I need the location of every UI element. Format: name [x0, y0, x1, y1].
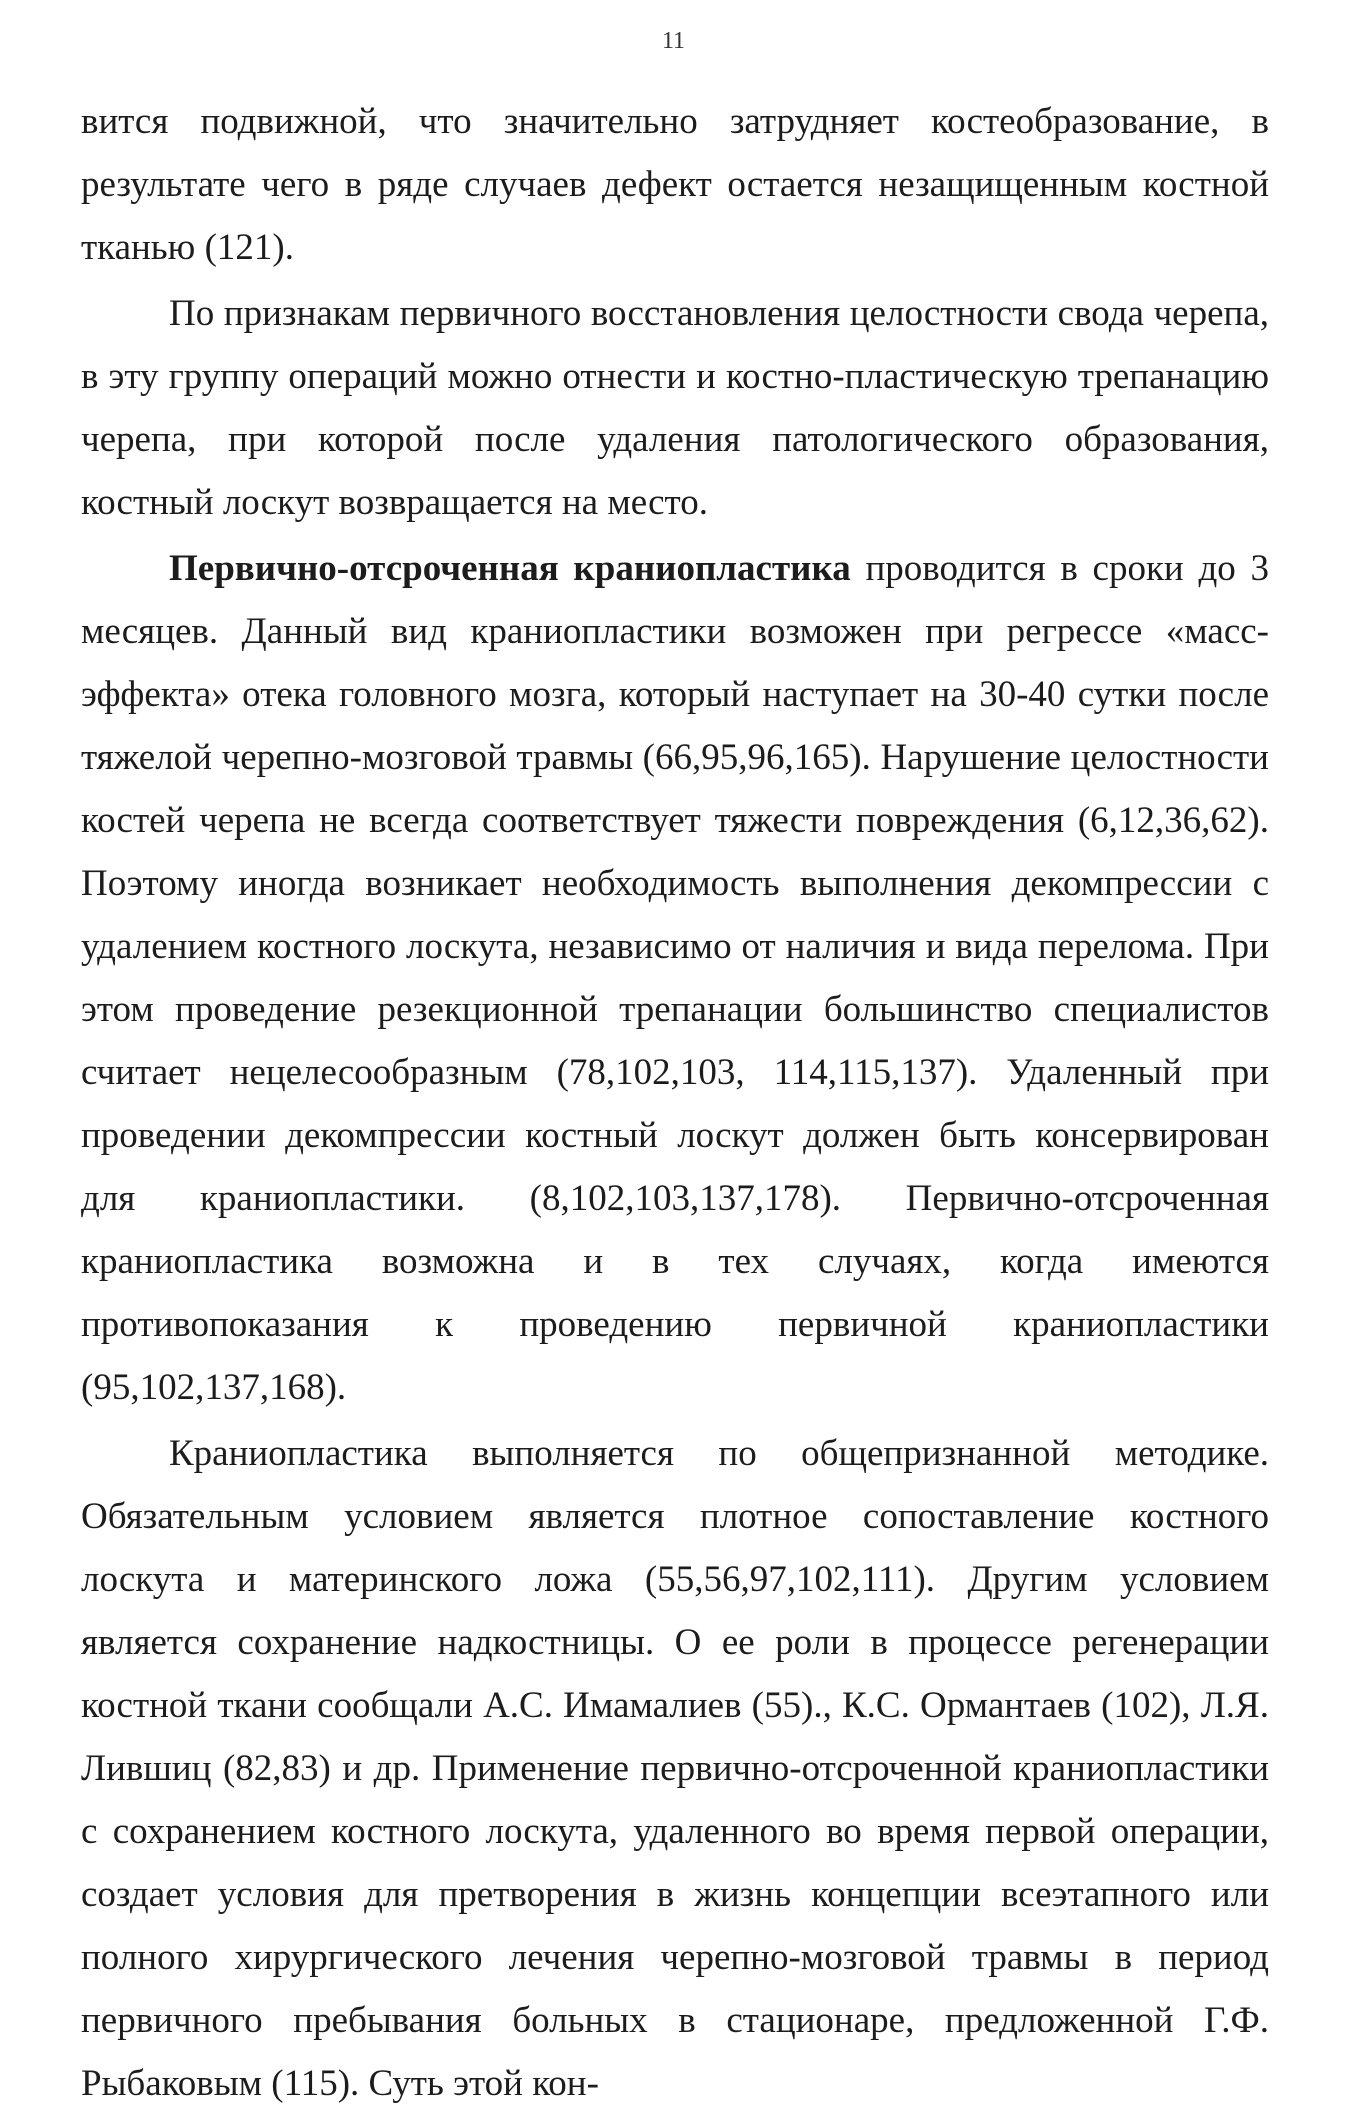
- paragraph-continuation: [81, 90, 1269, 279]
- paragraph-restoration: [81, 282, 1269, 534]
- paragraph-text: проводится в сроки до 3 месяцев. Данный вид краниопластики возможен при регрессе «масс-эффекта» отека головного мозга, который наступает на 30-40 сутки после тяжелой черепно-мозговой травмы (66,95,96,165). Нарушение целостности костей черепа не всегда соответствует тяжести повреждения (6,12,36,62). Поэтому иногда возникает необходимость выполнения декомпрессии с удалением костного лоскута, независимо от наличия и вида перелома. При этом проведение резекционной трепанации большинство специалистов считает нецелесообразным (78,102,103, 114,115,137). Удаленный при проведении декомпрессии костный лоскут должен быть консервирован для краниопластики. (8,102,103,137,178). Первично-отсроченная краниопластика возможна и в тех случаях, когда имеются противопоказания к проведению первичной краниопластики (95,102,137,168).: [81, 548, 1270, 1408]
- paragraph-method: [81, 1422, 1269, 2115]
- paragraph-lead-term: Первично-отсроченная краниопластика: [169, 548, 851, 589]
- document-body: [81, 90, 1269, 2115]
- paragraph-delayed-cranioplasty: [81, 537, 1269, 1419]
- paragraph-text: По признакам первичного восстановления целостности свода черепа, в эту группу операций можно отнести и костно-пластическую трепанацию черепа, при которой после удаления патологического образования, костный лоскут возвращается на место.: [81, 293, 1269, 523]
- paragraph-text: вится подвижной, что значительно затрудняет костеобразование, в результате чего в ряде случаев дефект остается незащищенным костной тканью (121).: [81, 101, 1269, 268]
- paragraph-text: Краниопластика выполняется по общепризнанной методике. Обязательным условием является плотное сопоставление костного лоскута и материнского ложа (55,56,97,102,111). Другим условием является сохранение надкостницы. О ее роли в процессе регенерации костной ткани сообщали А.С. Имамалиев (55)., К.С. Ормантаев (102), Л.Я. Лившиц (82,83) и др. Применение первично-отсроченной краниопластики с сохранением костного лоскута, удаленного во время первой операции, создает условия для претворения в жизнь концепции всеэтапного или полного хирургического лечения черепно-мозговой травмы в период первичного пребывания больных в стационаре, предложенной Г.Ф. Рыбаковым (115). Суть этой кон-: [81, 1433, 1269, 2104]
- page-number: 11: [661, 28, 686, 54]
